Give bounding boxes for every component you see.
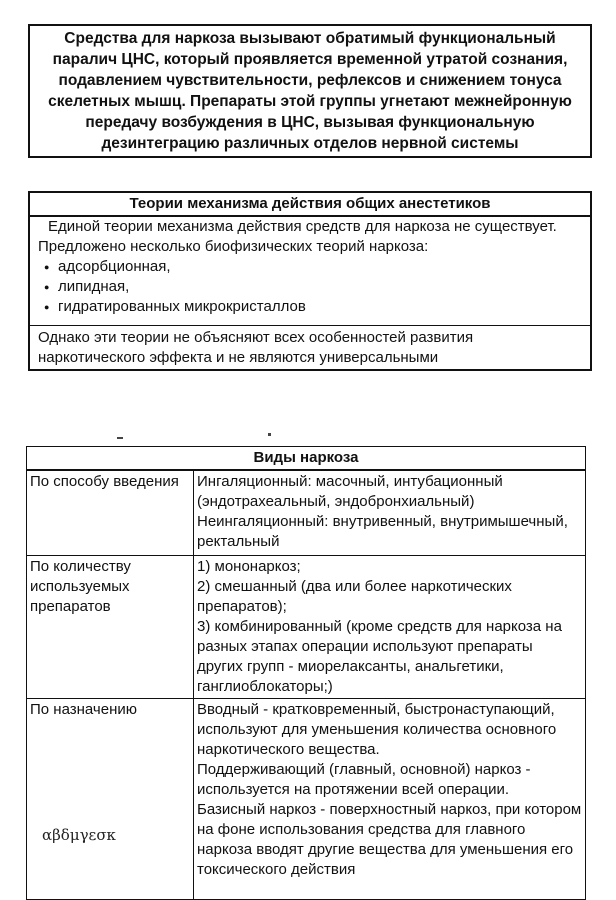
theories-line-1: Единой теории механизма действия средств для наркоза не существует.: [48, 218, 557, 235]
row-label: По количеству используемых препаратов: [27, 556, 194, 699]
list-item: ● адсорбционная,: [38, 257, 582, 277]
theories-box: [28, 191, 592, 371]
scan-speck: [268, 433, 271, 436]
theories-footer: Однако эти теории не объясняют всех особенностей развития наркотического эффекта и не являются универсальными: [38, 329, 474, 366]
theories-body: [30, 217, 590, 326]
row-line: 3) комбинированный (кроме средств для наркоза на разных этапах операции используют препараты других групп - миорелаксанты, анальгетики, ганглиоблокаторы;): [197, 618, 562, 695]
row-line: Неингаляционный: внутривенный, внутримышечный, ректальный: [197, 513, 568, 550]
row-line: Поддерживающий (главный, основной) наркоз - используется на протяжении всей операции.: [197, 761, 531, 798]
table-row: [27, 470, 586, 556]
table-row: [27, 699, 586, 900]
row-line: 2) смешанный (два или более наркотических препаратов);: [197, 578, 512, 615]
theories-list: [38, 257, 582, 317]
row-content: [194, 470, 586, 556]
definition-box: [28, 24, 592, 158]
list-item: ● липидная,: [38, 277, 582, 297]
margin-note: αβδμγεσκ: [42, 826, 116, 844]
row-line: 1) мононаркоз;: [197, 558, 301, 575]
scan-speck: [117, 437, 123, 439]
row-content: [194, 699, 586, 900]
row-label: По назначению: [27, 699, 194, 900]
list-item: ● гидратированных микрокристаллов: [38, 297, 582, 317]
row-line: Базисный наркоз - поверхностный наркоз, при котором на фоне использования средства для главного наркоза вводят другие вещества для уменьшения его токсического действия: [197, 801, 582, 878]
definition-text: Средства для наркоза вызывают обратимый функциональный паралич ЦНС, который проявляется временной утратой сознания, подавлением чувствительности, рефлексов и снижением тонуса скелетных мышц. Препараты этой группы угнетают межнейронную передачу возбуждения в ЦНС, вызывая функциональную дезинтеграцию различных отделов нервной системы: [48, 30, 572, 152]
table-title: Виды наркоза: [27, 447, 586, 471]
table-row: [27, 556, 586, 699]
row-content: [194, 556, 586, 699]
row-label: По способу введения: [27, 470, 194, 556]
row-line: Ингаляционный: масочный, интубационный (эндотрахеальный, эндобронхиальный): [197, 473, 503, 510]
theories-title: Теории механизма действия общих анестетиков: [30, 193, 590, 217]
theories-line-2: Предложено несколько биофизических теорий наркоза:: [38, 238, 429, 255]
row-line: Вводный - кратковременный, быстронаступающий, используют для уменьшения количества основного наркотического вещества.: [197, 701, 557, 758]
